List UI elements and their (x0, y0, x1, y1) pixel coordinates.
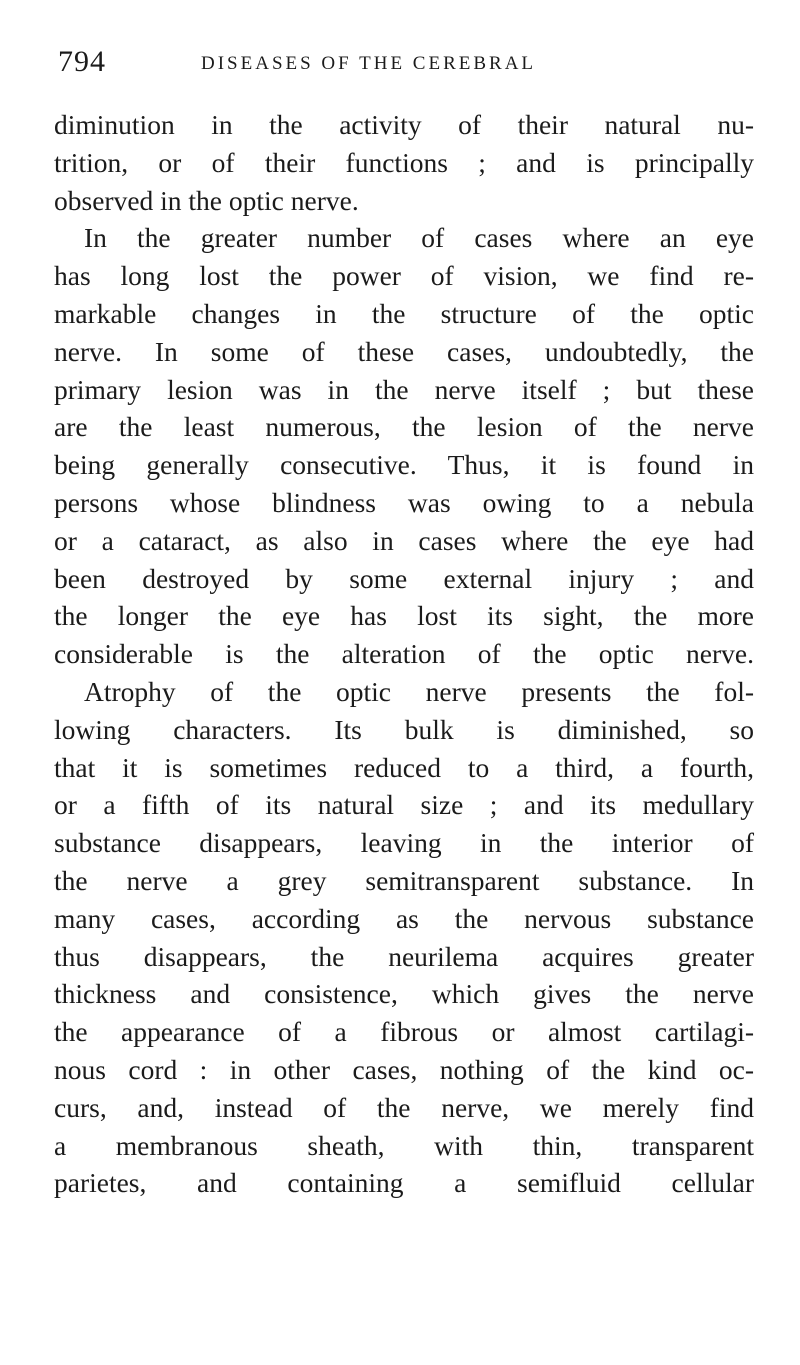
text-line: lowing characters. Its bulk is diminished, so (54, 713, 754, 745)
text-line: nerve. In some of these cases, undoubtedly, the (54, 335, 754, 367)
body-text (54, 106, 754, 1202)
text-line: been destroyed by some external injury ; and (54, 562, 754, 594)
text-line: markable changes in the structure of the optic (54, 297, 754, 329)
text-line: or a cataract, as also in cases where the eye had (54, 524, 754, 556)
text-line: being generally consecutive. Thus, it is found in (54, 449, 754, 481)
text-line: the longer the eye has lost its sight, the more (54, 600, 754, 632)
page-number: 794 (58, 45, 106, 78)
text-line: curs, and, instead of the nerve, we merely find (54, 1091, 754, 1123)
text-line: the nerve a grey semitransparent substance. In (54, 864, 754, 896)
text-line: persons whose blindness was owing to a nebula (54, 486, 754, 518)
text-line: Atrophy of the optic nerve presents the fol- (84, 675, 754, 707)
text-line: considerable is the alteration of the optic nerve. (54, 638, 754, 670)
text-line: thickness and consistence, which gives the nerve (54, 978, 754, 1010)
text-line: or a fifth of its natural size ; and its medullary (54, 789, 754, 821)
text-line: that it is sometimes reduced to a third, a fourth, (54, 751, 754, 783)
text-line: primary lesion was in the nerve itself ; but these (54, 373, 754, 405)
text-line: a membranous sheath, with thin, transparent (54, 1129, 754, 1161)
text-line: observed in the optic nerve. (54, 184, 359, 216)
text-line: the appearance of a fibrous or almost cartilagi- (54, 1016, 754, 1048)
running-head (58, 42, 718, 82)
text-line: thus disappears, the neurilema acquires greater (54, 940, 754, 972)
running-title: DISEASES OF THE CEREBRAL (201, 53, 537, 74)
text-line: diminution in the activity of their natural nu- (54, 109, 754, 140)
text-line: nous cord : in other cases, nothing of the kind oc- (54, 1053, 754, 1085)
text-line: In the greater number of cases where an eye (84, 222, 754, 254)
text-line: substance disappears, leaving in the interior of (54, 827, 754, 859)
text-line: are the least numerous, the lesion of the nerve (54, 411, 754, 443)
text-line: trition, or of their functions ; and is principally (54, 146, 754, 178)
text-line: many cases, according as the nervous substance (54, 902, 754, 934)
text-line: has long lost the power of vision, we find re- (54, 260, 754, 292)
text-line: parietes, and containing a semifluid cellular (54, 1167, 754, 1199)
